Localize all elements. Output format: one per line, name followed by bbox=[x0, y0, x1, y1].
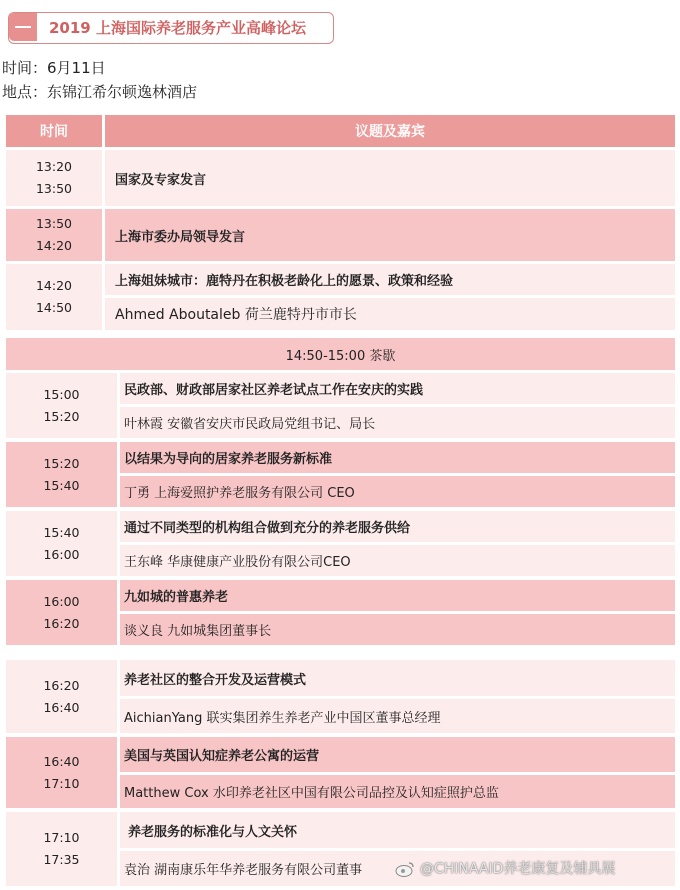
header-time: 时间 bbox=[6, 115, 102, 147]
time-cell bbox=[6, 737, 117, 808]
time-start: 15:00 bbox=[43, 386, 80, 402]
title-tab bbox=[9, 13, 37, 41]
topic-cell: 上海姐妹城市：鹿特丹在积极老龄化上的愿景、政策和经验 bbox=[105, 264, 675, 295]
time-end: 16:20 bbox=[43, 615, 80, 631]
time-end: 15:20 bbox=[43, 408, 80, 424]
speaker-cell: 谈义良 九如城集团董事长 bbox=[120, 614, 675, 645]
tea-break-row: 14:50-15:00 茶歇 bbox=[6, 338, 675, 370]
time-start: 17:10 bbox=[43, 830, 80, 845]
time-end: 17:35 bbox=[43, 852, 80, 867]
topic-cell: 国家及专家发言 bbox=[105, 150, 675, 206]
time-cell bbox=[6, 660, 117, 733]
time-cell bbox=[6, 580, 117, 645]
time-start: 13:20 bbox=[35, 159, 73, 174]
topic-cell: 美国与英国认知症养老公寓的运营 bbox=[120, 737, 675, 772]
watermark-text: @CHINAAID养老康复及辅具展 bbox=[420, 861, 616, 877]
time-end: 17:10 bbox=[43, 775, 80, 791]
time-cell bbox=[6, 373, 117, 438]
speaker-cell: 叶林霞 安徽省安庆市民政局党组书记、局长 bbox=[120, 407, 675, 438]
time-end: 16:00 bbox=[43, 546, 80, 562]
time-cell bbox=[6, 442, 117, 507]
speaker-cell: 丁勇 上海爱照护养老服务有限公司 CEO bbox=[120, 476, 675, 507]
speaker-cell: 王东峰 华康健康产业股份有限公司CEO bbox=[120, 545, 675, 576]
time-cell bbox=[6, 511, 117, 576]
time-start: 14:20 bbox=[35, 278, 73, 293]
time-start: 16:20 bbox=[43, 677, 80, 693]
speaker-cell: AichianYang 联实集团养生养老产业中国区董事总经理 bbox=[120, 699, 675, 733]
topic-cell: 九如城的普惠养老 bbox=[120, 580, 675, 611]
topic-cell: 养老服务的标准化与人文关怀 bbox=[120, 812, 675, 848]
time-end: 14:50 bbox=[35, 300, 73, 315]
time-end: 14:20 bbox=[35, 238, 73, 253]
time-end: 15:40 bbox=[43, 477, 80, 493]
topic-cell: 养老社区的整合开发及运营模式 bbox=[120, 660, 675, 696]
event-time: 时间：6月11日 bbox=[2, 59, 106, 77]
speaker-cell: Matthew Cox 水印养老社区中国有限公司品控及认知症照护总监 bbox=[120, 775, 675, 808]
event-place: 地点：东锦江希尔顿逸林酒店 bbox=[2, 83, 198, 101]
time-cell bbox=[6, 209, 102, 261]
topic-cell: 上海市委办局领导发言 bbox=[105, 209, 675, 261]
speaker-cell: Ahmed Aboutaleb 荷兰鹿特丹市市长 bbox=[105, 298, 675, 330]
time-end: 13:50 bbox=[35, 181, 73, 196]
dash-icon bbox=[15, 26, 31, 28]
header-topic: 议题及嘉宾 bbox=[105, 115, 675, 147]
time-start: 16:00 bbox=[43, 593, 80, 609]
speaker-cell: 袁治 湖南康乐年华养老服务有限公司董事 bbox=[120, 851, 675, 886]
weibo-icon bbox=[394, 860, 416, 878]
time-cell bbox=[6, 812, 117, 886]
time-cell bbox=[6, 264, 102, 330]
time-start: 13:50 bbox=[35, 216, 73, 231]
time-cell bbox=[6, 150, 102, 206]
event-title: 2019 上海国际养老服务产业高峰论坛 bbox=[49, 19, 306, 37]
time-start: 15:40 bbox=[43, 524, 80, 540]
topic-cell: 以结果为导向的居家养老服务新标准 bbox=[120, 442, 675, 473]
topic-cell: 民政部、财政部居家社区养老试点工作在安庆的实践 bbox=[120, 373, 675, 404]
time-start: 16:40 bbox=[43, 753, 80, 769]
event-title-box bbox=[8, 12, 334, 44]
time-start: 15:20 bbox=[43, 455, 80, 471]
topic-cell: 通过不同类型的机构组合做到充分的养老服务供给 bbox=[120, 511, 675, 542]
time-end: 16:40 bbox=[43, 699, 80, 715]
